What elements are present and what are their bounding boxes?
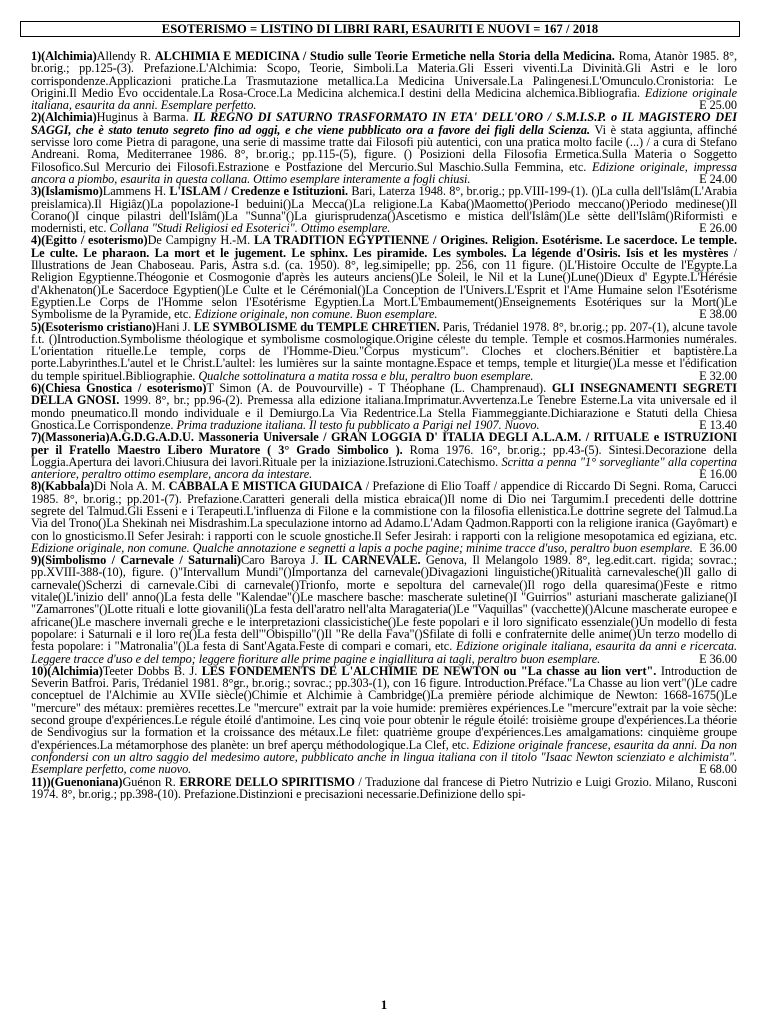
entry-author: De Campigny H.-M. [147, 233, 254, 248]
entry-description: Introduction de Severin Batfroi. Paris, Trédaniel 1981. 8°gr., br.orig.; sovrac.; pp.303-(1), con 16 figure. Introduction.Préface."La Chasse au lion vert"()Le cadre conceptuel de l'Alchimie au XVIIe siècle()Chimie et Alchimie à Cambridge()La première période alchimique de Newton: 1668-1675()Le "mercure" des métaux: premières recettes.Le "mercure" extrait par la voie humide: premières expériences.Le "mercure"extrait par la voie sèche: second groupe d'expériences.Le régule étoilé d'antimoine. Les cinq voie pour obtenir le régule étoilé: troisième groupe d'expériences.La théorie de Sendivogius sur la formation et la croissance des métaux.Le filet: quatrième groupe d'expériences.Les amalgamations: cinquième groupe d'expériences.La métamorphose des planète: un bref aperçu méthodologique.La Clef, etc. [31, 663, 737, 752]
catalog-entry [31, 50, 737, 111]
entry-condition-note: Collana "Studi Religiosi ed Esoterici". Ottimo esemplare. [109, 221, 391, 236]
catalog-entry [31, 185, 737, 234]
entry-author: Teeter Dobbs B. J. [102, 663, 202, 678]
entry-description: / Prefazione di Elio Toaff / appendice di Riccardo Di Segni. Roma, Carucci 1985. 8°, br.orig.; pp.201-(7). Prefazione.Caratteri generali della mistica ebraica()Il nome di Dio nei Targumim.I precedenti delle dottrine segrete del Talmud.Gli Esseni e i Terapeuti.L'influenza di Filone e la commistione con la filosofia ellenistica.Le dottrine segrete del Talmud.La Via del Trono()La Shekinah nei Misdrashim.La speculazione intorno ad Adamo.L'Adam Qadmon.Rapporti con la religione iranica (Gayômart) e con lo gnosticismo.Il Sefer Jesirah: i rapporti con le scuole gnostiche.Il Sefer Jesirah: i rapporti con la religione mesopotamica ed egiziana, etc. [31, 479, 737, 543]
entry-author: Allendy R. [96, 49, 155, 63]
entry-title: ERRORE DELLO SPIRITISMO [179, 774, 355, 789]
entry-description: / Illustrations de Jean Chaboseau. Paris, Astra s.d. (ca. 1950). 8°, leg.simipelle; pp. 256, con 11 figure. ()L'Histoire Occulte de l'Egypte.La Religion Egyptienne.Théogonie et Cosmogonie d'après les auteurs anciens()Le Soleil, le Nil et la Lune()Lune()Dieux d' Egypte.L'Hérésie d'Akhenaton()Le Sacerdoce Egyptien()Le Culte et le Cérémonial()La Conception de l'Univers.L'Esprit et l'Ame Humaine selon l'Esotérisme Egyptien.Le Corps de l'Homme selon l'Esotérisme Egyptien.La Mort.L'Embaumement()Enseignements Esotériques sur la Mort()Le Symbolisme de la Pyramide, etc. [31, 245, 737, 322]
entry-price: E 26.00 [699, 221, 737, 236]
entry-description: / Traduzione dal francese di Pietro Nutrizio e Luigi Grozio. Milano, Rusconi 1974. 8°, br.orig.; pp.398-(10). Prefazione.Distinzioni e precisazioni necessarie.Definizione dello spi- [31, 774, 737, 801]
entry-author: Caro Baroya J. [240, 553, 324, 568]
entry-price: E 13.40 [699, 417, 737, 432]
catalog-header: ESOTERISMO = LISTINO DI LIBRI RARI, ESAURITI E NUOVI = 167 / 2018 [20, 21, 740, 37]
entry-description: Roma, Atanòr 1985. 8°, br.orig.; pp.125-(3). Prefazione.L'Alchimia: Scopo, Teorie, Simboli.La Materia.Gli Esseri viventi.La Divinità.Gli Astri e le loro corrispondenze.Applicazioni pratiche.La Trasmutazione metallica.La Medicina Universale.La Palingenesi.L'Omunculo.Cronistoria: Le Origini.Il Medio Evo occidentale.La Rosa-Croce.La Medicina alchemica.I destini della Medicina alchemica.Bibliografia. [31, 49, 737, 100]
entry-number: 5)(Esoterismo cristiano) [31, 319, 156, 334]
entry-title: LA TRADITION EGYPTIENNE / Origines. Religion. Esotérisme. Le sacerdoce. Le temple. Le culte. Le pharaon. La mort et le jugement. Le sphinx. Les piramide. Les symboles. La légende d'Osiris. Isis et les mystères [31, 233, 737, 260]
entry-title: A.G.D.G.A.D.U. Massoneria Universale / GRAN LOGGIA D' ITALIA DEGLI A.L.A.M. / RITUALE e ISTRUZIONI per il Fratello Maestro Libero Muratore ( 3° Grado Simbolico ). [31, 430, 737, 457]
catalog-entry [31, 776, 737, 801]
entry-title: GLI INSEGNAMENTI SEGRETI DELLA GNOSI. [31, 381, 738, 408]
entry-title: ALCHIMIA E MEDICINA / Studio sulle Teorie Ermetiche nella Storia della Medicina. [154, 49, 615, 63]
catalog-entry [31, 665, 737, 776]
entry-number: 10)(Alchimia) [31, 663, 103, 678]
entry-author: Huginus à Barma. [96, 110, 194, 125]
catalog-entry [31, 111, 737, 185]
entry-price: E 36.00 [699, 540, 737, 555]
catalog-entry [31, 431, 737, 480]
entry-condition-note: Edizione originale italiana, esaurita da anni. Esemplare perfetto. [31, 85, 738, 113]
entry-title: CABBALA E MISTICA GIUDAICA [168, 479, 363, 494]
catalog-entry [31, 554, 737, 665]
entry-author: Lammens H. [102, 184, 170, 199]
entry-price: E 36.00 [699, 651, 737, 666]
entry-number: 7)(Massoneria) [31, 430, 110, 445]
entry-number: 2)(Alchimia) [31, 110, 97, 125]
catalog-list [31, 50, 737, 800]
entry-author: Di Nola A. M. [94, 479, 169, 494]
entry-condition-note: Edizione originale, non comune. Buon esemplare. [194, 307, 438, 322]
entry-price: E 25.00 [699, 98, 737, 113]
entry-description: Paris, Trédaniel 1978. 8°, br.orig.; pp. 207-(1), alcune tavole f.t. ()Introduction.Symbolisme théologique et symbolisme cosmologique.Origine céleste du temple. Temple et cosmos.Harmonies numérales. L'orientation rituelle.Le temple, corps de l'Homme-Dieu."Corpus mysticum". Cloches et clochers.Bénitier et baptistère.La porte.Labyrinthes.L'autel et le Christ.L'aultel: les lumières sur la sainte montagne.Espace et temps, temple et liturgie()La messe et l'édification du temple spirituel.Bibliographie. [31, 319, 737, 383]
entry-number: 6)(Chiesa Gnostica / esoterismo) [31, 381, 207, 396]
entry-description: 1999. 8°, br.; pp.96-(2). Premessa alla edizione italiana.Imprimatur.Avvertenza.Le Tenebre Esterne.La vita universale ed il mondo pneumatico.Il mondo individuale e il Demiurgo.La Via Redentrice.La Stella Fiammeggiante.Dichiarazione e Statuti della Chiesa Gnostica.Le Corrispondenze. [31, 393, 737, 432]
entry-condition-note: Edizione originale, impressa ancora a piombo, esaurita in questa collana. Ottimo esemplare interamente a fogli chiusi. [31, 159, 737, 186]
entry-description: Genova, Il Melangolo 1989. 8°, leg.edit.cart. rigida; sovrac.; pp.XVIII-388-(10), figure. ()"Intervallum Mundi"()Importanza del carnevale()Divagazioni linguistiche()Ritualità carnevalesche()Il gallo di carnevale()Scherzi di carnevale.Cibi di carnevale()Trionfo, morte e sepoltura del carnevale()Il rogo della quaresima()Feste e ritmo vitale()L'inizio dell' anno()La festa delle "Kalendae"()Le maschere basche: mascherate suletine()I "Guirrios" asturiani mascherate galiziane()I "Zamarrones"()Lotte rituali e lotte giovanili()La festa dell'aratro nell'alta Maragateria()Le "Vaquillas" (vacchette)()Alcune mascherate europee e africane()Le maschere invernali greche e le interpretazioni classicistiche()Le feste popolari e il loro significato essenziale()Un modello di festa popolare: i Saturnali e il loro re()La festa dell'"Obispillo"()Il "Re della Fava"()Sfilate di folli e confraternite delle anime()Un terzo modello di festa popolare: i "Matronalia"()La festa di Sant'Agata.Feste di compari e comari, etc. [31, 553, 737, 654]
entry-condition-note: Edizione originale francese, esaurita da anni. Da non confondersi con un altro saggio del medesimo autore, pubblicato anche in lingua italiana con il titolo "Isaac Newton scienziato e alchimista". Esemplare perfetto, come nuovo. [31, 737, 737, 777]
entry-price: E 68.00 [699, 762, 737, 777]
catalog-entry [31, 480, 737, 554]
entry-condition-note: Qualche sottolinatura a matita rossa e blu, peraltro buon esemplare. [198, 368, 534, 383]
entry-author: T Simon (A. de Pouvourville) - T Théophane (L. Champrenaud). [206, 381, 552, 396]
entry-price: E 38.00 [699, 307, 737, 322]
entry-number: 3)(Islamismo) [31, 184, 103, 199]
entry-title: IL CARNEVALE. [323, 553, 421, 568]
entry-condition-note: Scritta a penna "1° sorvegliante" alla copertina anteriore, peraltro ottimo esemplare, ancora da intestare. [31, 454, 737, 482]
entry-title: IL REGNO DI SATURNO TRASFORMATO IN ETA' DELL'ORO / S.M.I.S.P. o IL MAGISTERO DEI SAGGI, che è stato tenuto segreto fino ad oggi, e che viene pubblicato ora a favore dei figli della Scienza. [31, 110, 738, 137]
entry-description: Bari, Laterza 1948. 8°, br.orig.; pp.VIII-199-(1). ()La culla dell'Islâm(L'Arabia preislamica).Il Higiâz()La popolazione-I beduini()La Mecca()La religione.La Kaba()Maometto()Periodo meccano()Periodo medinese()Il Corano()I cinque pilastri dell'Islâm()La "Sunna"()La giurisprudenza()Ascetismo e mistica dell'Islâm()Le sètte dell'Islâm()Riformisti e modernisti, etc. [31, 184, 738, 236]
catalog-entry [31, 321, 737, 382]
entry-number: 9)(Simbolismo / Carnevale / Saturnali) [31, 553, 241, 568]
entry-description: Roma 1976. 16°, br.orig.; pp.43-(5). Sintesi.Decorazione della Loggia.Apertura dei lavori.Chiusura dei lavori.Rituale per la iniziazione.Istruzioni.Catechismo. [31, 442, 737, 469]
entry-price: E 32.00 [699, 368, 737, 383]
entry-number: 1)(Alchimia) [31, 49, 97, 63]
entry-author: Guénon R. [122, 774, 180, 789]
entry-number: 8)(Kabbala) [31, 479, 94, 494]
entry-number: 11))(Guenoniana) [31, 774, 123, 789]
entry-condition-note: Prima traduzione italiana. Il testo fu pubblicato a Parigi nel 1907. Nuovo. [176, 417, 540, 432]
entry-title: LE SYMBOLISME du TEMPLE CHRETIEN. [193, 319, 440, 334]
entry-price: E 24.00 [699, 171, 737, 186]
entry-title: LES FONDEMENTS DE L'ALCHIMIE DE NEWTON ou "La chasse au lion vert". [201, 663, 657, 678]
catalog-entry [31, 234, 737, 320]
entry-title: L'ISLAM / Credenze e Istituzioni. [169, 184, 349, 199]
entry-condition-note: Edizione originale, non comune. Qualche annotazione e segnetti a lapis a poche pagine; minime tracce d'uso, peraltro buon esemplare. [31, 540, 693, 555]
entry-condition-note: Edizione originale italiana, esaurita da anni e ricercata. Leggere tracce d'uso e del tempo; leggere fioriture alle prime pagine e ingiallitura ai tagli, peraltro buon esemplare. [31, 639, 737, 666]
entry-price: E 16.00 [699, 467, 737, 482]
entry-description: Vi è stata aggiunta, affinché servisse loro come Pietra di paragone, una serie di massime tratte dai Filosofi più autentici, con una pratica molto facile (...) / a cura di Stefano Andreani. Roma, Mediterranee 1986. 8°, br.orig.; pp.115-(5), figure. () Posizioni della Filosofia Ermetica.Sulla Materia o Soggetto Filosofico.Sul Mercurio dei Filosofi.Estrazione e Postfazione del Mercurio.Sul Maschio.Sulla Femmina, etc. [31, 122, 737, 174]
entry-number: 4)(Egitto / esoterismo) [31, 233, 148, 248]
catalog-entry [31, 382, 737, 431]
page-number: 1 [380, 997, 388, 1012]
entry-author: Hani J. [155, 319, 194, 334]
